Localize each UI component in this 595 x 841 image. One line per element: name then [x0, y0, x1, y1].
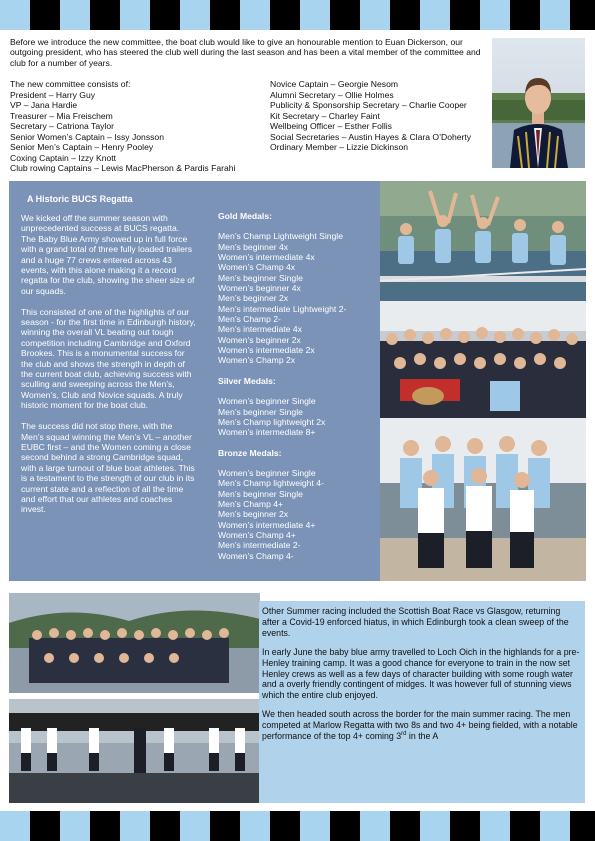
summer-paragraph [262, 709, 580, 742]
medal-event: Men’s Champ 2- [218, 314, 281, 325]
medal-event: Women’s Champ 4+ [218, 529, 296, 540]
committee-item: VP – Jana Hardie [10, 100, 78, 110]
committee-item: Senior Men’s Captain – Henry Pooley [10, 142, 154, 152]
committee-item: Coxing Captain – Izzy Knott [10, 152, 117, 163]
committee-item: Publicity & Sponsorship Secretary – Charlie Cooper [270, 100, 467, 110]
bronze-list [218, 468, 378, 561]
checker-square [450, 811, 480, 841]
medal-event: Women’s beginner Single [218, 396, 316, 407]
checker-square [390, 811, 420, 841]
checker-square [390, 0, 420, 30]
checker-square [570, 811, 595, 841]
checker-square [150, 0, 180, 30]
committee-heading: The new committee consists of: [10, 79, 131, 89]
summer-racing-panel [259, 601, 585, 803]
checker-square [60, 0, 90, 30]
checkered-border-bottom [0, 811, 595, 841]
checker-square [90, 0, 120, 30]
bronze-medals [218, 448, 378, 561]
checker-square [510, 811, 540, 841]
checker-square [0, 0, 30, 30]
medal-list [218, 211, 378, 571]
silver-list [218, 396, 378, 437]
checker-square [180, 0, 210, 30]
checker-square [210, 0, 240, 30]
medal-event: Women’s intermediate 8+ [218, 427, 316, 438]
committee-list-left [10, 79, 272, 174]
training-camp-photo [9, 593, 260, 693]
bucs-paragraph: The success did not stop there, with the Men’s squad winning the Men’s VL – another EUBC first – and the Women coming a close second behind a strong Cambridge squad, with a large turnout of blue boat athletes. This is a testament to the strength of our club in its current state and a reflection of all the time and effort that our athletes and coaches invest. [21, 421, 195, 515]
medal-event: Men’s intermediate 4x [218, 324, 302, 335]
medal-event: Women’s beginner 2x [218, 334, 301, 345]
checker-square [420, 811, 450, 841]
club-group-photo [380, 301, 586, 418]
president-photo [492, 38, 585, 168]
committee-item: Social Secretaries – Austin Hayes & Clara O’Doherty [270, 131, 472, 142]
checker-square [120, 811, 150, 841]
bucs-photo-column [380, 181, 586, 581]
bucs-title: A Historic BUCS Regatta [27, 194, 133, 204]
committee-item: Secretary – Catriona Taylor [10, 121, 114, 131]
intro-paragraph: Before we introduce the new committee, the boat club would like to give an honourable mention to Euan Dickerson, our outgoing president, who has steered the club well during the last season and has been a vital member of the committee and club for a number of years. [10, 37, 481, 68]
checker-square [180, 811, 210, 841]
committee-item: Wellbeing Officer – Esther Follis [270, 121, 392, 131]
medal-event: Men’s Champ Lightweight Single [218, 231, 343, 242]
checker-square [360, 0, 390, 30]
medal-event: Women’s Champ 4x [218, 262, 296, 273]
checker-square [30, 811, 60, 841]
summer-article [262, 606, 580, 750]
bucs-regatta-panel [9, 181, 380, 581]
checker-square [150, 811, 180, 841]
bucs-paragraph: We kicked off the summer season with unprecedented success at BUCS regatta. The Baby Blue Army showed up in full force with a grand total of three fully loaded trailers and a huge 77 crews entered across 43 events, with this alone making it a record regatta for the club, showing the sheer size of our squads. [21, 213, 195, 296]
bucs-article [21, 213, 196, 525]
committee-item: Club rowing Captains – Lewis MacPherson & Pardis Farahi [10, 163, 236, 173]
medal-event: Women’s beginner 4x [218, 283, 301, 294]
silver-heading: Silver Medals: [218, 375, 276, 386]
checker-square [360, 811, 390, 841]
checker-square [540, 0, 570, 30]
gold-heading: Gold Medals: [218, 211, 272, 221]
checker-square [0, 811, 30, 841]
committee-item: Kit Secretary – Charley Faint [270, 110, 380, 121]
checker-square [300, 811, 330, 841]
gold-list [218, 231, 378, 365]
medal-event: Men’s intermediate 2- [218, 540, 301, 551]
boat-lift-photo [9, 699, 260, 803]
committee-item: Alumni Secretary – Ollie Holmes [270, 89, 394, 100]
gold-medals [218, 211, 378, 366]
summer-photo-column [9, 593, 260, 803]
summer-text: We then headed south across the border for the main summer racing. The men competed at Marlow Regatta with two 8s and two 4+ being fielded, with a notable performance of the top 4+ coming 3 [262, 709, 578, 742]
committee-list-right [270, 79, 495, 153]
checker-square [480, 811, 510, 841]
medal-event: Women’s intermediate 4x [218, 252, 315, 263]
medal-event: Men’s beginner 2x [218, 509, 289, 520]
medal-event: Women’s beginner Single [218, 467, 316, 478]
checker-square [240, 811, 270, 841]
checker-square [570, 0, 595, 30]
checkered-border-top [0, 0, 595, 30]
checker-square [120, 0, 150, 30]
checker-square [30, 0, 60, 30]
medal-event: Men’s Champ 4+ [218, 498, 284, 509]
committee-item: Novice Captain – Georgie Nesom [270, 79, 399, 89]
summer-text: in the A [406, 731, 439, 742]
summer-paragraph: In early June the baby blue army travelled to Loch Oich in the highlands for a pre-Henley training camp. It was a good chance for everyone to train in the now set Henley crews as well as a few days of character building with some rough water and a overly friendly contingent of midges. It was however full of stunning views which the entire club enjoyed. [262, 646, 580, 701]
committee-item: Senior Women’s Captain – Issy Jonsson [10, 131, 164, 142]
checker-square [210, 811, 240, 841]
committee-item: Treasurer – Mia Freischem [10, 110, 113, 121]
checker-square [420, 0, 450, 30]
medal-event: Men’s Champ lightweight 4- [218, 478, 324, 489]
committee-item: Ordinary Member – Lizzie Dickinson [270, 142, 409, 152]
bucs-paragraph: This consisted of one of the highlights of our season - for the first time in Edinburgh history, winning the overall VL beating out tough competition including Cambridge and Oxford Brookes. This is a monumental success for the club and shows the strength in depth of the current boat club, achieving success with sculling and sweeping across the Men’s, Women’s, Club and Novice squads. A truly historic moment for the boat club. [21, 306, 196, 411]
checker-square [300, 0, 330, 30]
checker-square [480, 0, 510, 30]
checker-square [450, 0, 480, 30]
ordinal-suffix: rd [401, 731, 407, 738]
checker-square [330, 811, 360, 841]
medal-event: Women’s intermediate 4+ [218, 519, 316, 530]
checker-square [540, 811, 570, 841]
medal-winners-photo [380, 418, 586, 581]
checker-square [90, 811, 120, 841]
bronze-heading: Bronze Medals: [218, 447, 282, 458]
summer-paragraph: Other Summer racing included the Scottish Boat Race vs Glasgow, returning after a Covid-19 enforced hiatus, in which Edinburgh took a clean sweep of the events. [262, 606, 569, 638]
checker-square [510, 0, 540, 30]
rowing-celebration-photo [380, 181, 586, 301]
medal-event: Women’s Champ 2x [218, 355, 296, 366]
medal-event: Men’s beginner Single [218, 272, 303, 283]
medal-event: Men’s beginner Single [218, 488, 303, 499]
medal-event: Men’s beginner 2x [218, 293, 289, 304]
checker-square [270, 811, 300, 841]
medal-event: Women’s Champ 4- [218, 550, 294, 561]
checker-square [240, 0, 270, 30]
medal-event: Men’s Champ lightweight 2x [218, 416, 326, 427]
checker-square [270, 0, 300, 30]
silver-medals [218, 376, 378, 438]
committee-item: President – Harry Guy [10, 89, 96, 100]
medal-event: Men’s beginner 4x [218, 241, 289, 252]
checker-square [330, 0, 360, 30]
checker-square [60, 811, 90, 841]
medal-event: Women’s intermediate 2x [218, 345, 315, 356]
medal-event: Men’s intermediate Lightweight 2- [218, 303, 347, 314]
medal-event: Men’s beginner Single [218, 406, 303, 417]
